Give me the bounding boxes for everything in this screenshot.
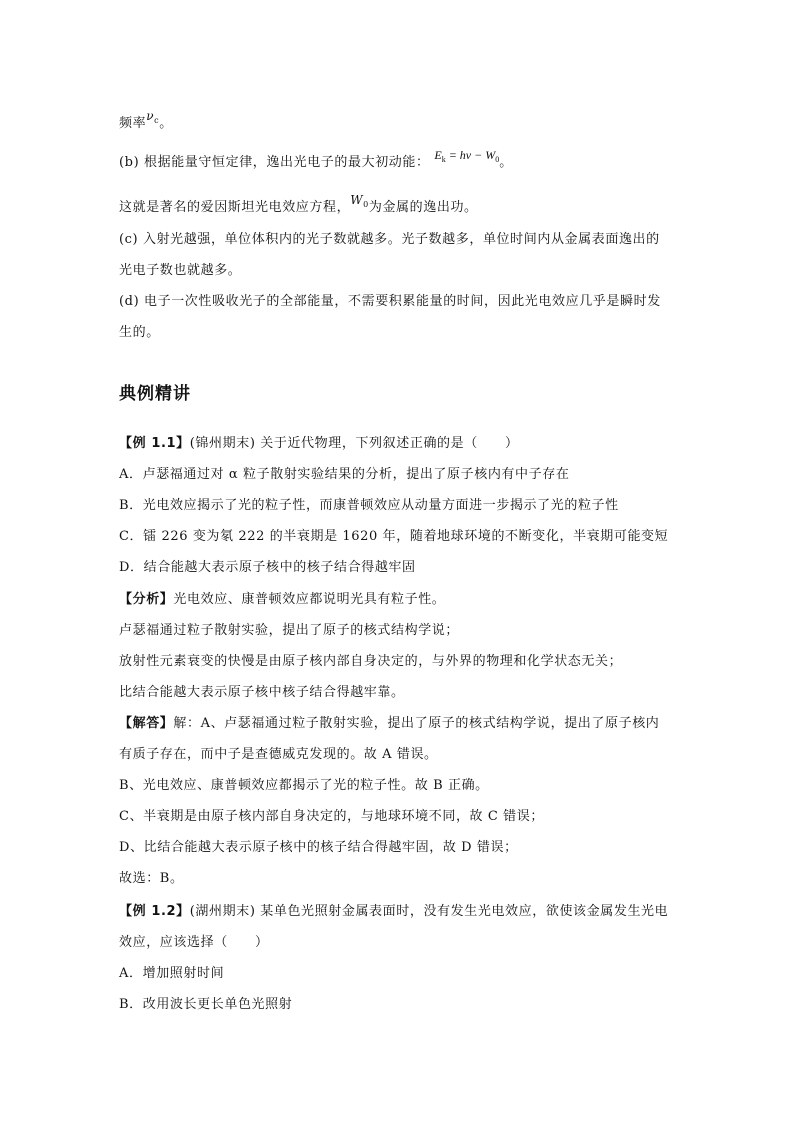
example-1-answer: 【解答】解：A、卢瑟福通过粒子散射实验，提出了原子的核式结构学说，提出了原子核内 xyxy=(119,716,660,731)
answer-line-6: 故选：B。 xyxy=(119,871,184,886)
para-b: (b) 根据能量守恒定律，逸出光电子的最大初动能： $E_k = h\nu - W_0$。 xyxy=(119,148,513,170)
para-frequency: 频率$\nu_c$。 xyxy=(119,109,173,131)
einstein-equation: $E_k = h\nu - W_0$ xyxy=(434,148,500,164)
para-d-line2: 生的。 xyxy=(119,325,160,340)
example-1-question: 【例 1.1】(锦州期末) 关于近代物理，下列叙述正确的是（ ） xyxy=(119,436,519,451)
example-1-option-a: A．卢瑟福通过对 α 粒子散射实验结果的分析，提出了原子核内有中子存在 xyxy=(119,467,570,482)
example-2-option-a: A．增加照射时间 xyxy=(119,966,225,981)
answer-line-2: 有质子存在，而中子是查德威克发现的。故 A 错误。 xyxy=(119,747,438,762)
analysis-line-3: 放射性元素衰变的快慢是由原子核内部自身决定的，与外界的物理和化学状态无关； xyxy=(119,654,623,669)
nu-symbol: $\nu_c$ xyxy=(146,109,160,125)
example-1-option-b: B．光电效应揭示了光的粒子性，而康普顿效应从动量方面进一步揭示了光的粒子性 xyxy=(119,498,619,513)
example-2-tag: 【例 1.2】 xyxy=(119,904,190,919)
example-2-option-b: B．改用波长更长单色光照射 xyxy=(119,997,293,1012)
analysis-line-4: 比结合能越大表示原子核中核子结合得越牢靠。 xyxy=(119,685,405,700)
example-2-question: 【例 1.2】(湖州期末) 某单色光照射金属表面时，没有发生光电效应，欲使该金属发生光电 xyxy=(119,904,669,919)
example-2-question-line2: 效应，应该选择（ ） xyxy=(119,935,269,950)
section-heading: 典例精讲 xyxy=(119,384,191,404)
answer-line-3: B、光电效应、康普顿效应都揭示了光的粒子性。故 B 正确。 xyxy=(119,778,489,793)
answer-line-5: D、比结合能越大表示原子核中的核子结合得越牢固，故 D 错误； xyxy=(119,840,518,855)
answer-line-4: C、半衰期是由原子核内部自身决定的，与地球环境不同，故 C 错误； xyxy=(119,809,544,824)
analysis-line-2: 卢瑟福通过粒子散射实验，提出了原子的核式结构学说； xyxy=(119,623,460,638)
example-1-analysis: 【分析】光电效应、康普顿效应都说明光具有粒子性。 xyxy=(119,592,446,607)
para-c-line2: 光电子数也就越多。 xyxy=(119,263,242,278)
answer-tag: 【解答】 xyxy=(119,716,174,731)
para-c-line1: (c) 入射光越强，单位体积内的光子数就越多。光子数越多，单位时间内从金属表面逸出的 xyxy=(119,232,660,247)
para-equation-note: 这就是著名的爱因斯坦光电效应方程，$W_0$为金属的逸出功。 xyxy=(119,193,478,215)
work-function-symbol: $W_0$ xyxy=(350,193,369,209)
example-1-option-c: C．镭 226 变为氡 222 的半衰期是 1620 年，随着地球环境的不断变化，半衰期可能变短 xyxy=(119,529,669,544)
example-1-option-d: D．结合能越大表示原子核中的核子结合得越牢固 xyxy=(119,560,416,575)
example-1-tag: 【例 1.1】 xyxy=(119,436,190,451)
analysis-tag: 【分析】 xyxy=(119,592,174,607)
para-d-line1: (d) 电子一次性吸收光子的全部能量，不需要积累能量的时间，因此光电效应几乎是瞬时发 xyxy=(119,294,661,309)
